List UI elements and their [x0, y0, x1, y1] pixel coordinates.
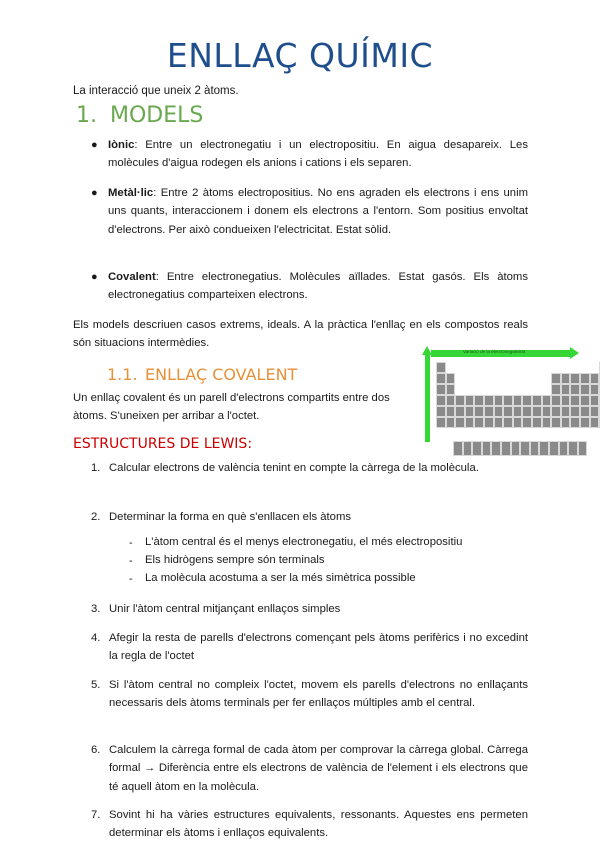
periodic-table-cell [551, 406, 561, 417]
periodic-table-cell [465, 417, 475, 428]
periodic-table-cell [590, 384, 600, 395]
periodic-table-cell [590, 406, 600, 417]
periodic-table-cell [590, 417, 600, 428]
periodic-table-cell [580, 417, 590, 428]
periodic-table-cell [484, 417, 494, 428]
periodic-table-cell [511, 441, 521, 456]
periodic-table-cell [580, 406, 590, 417]
periodic-table-cell [465, 395, 475, 406]
periodic-table-cell [542, 406, 552, 417]
periodic-table-cell [436, 384, 446, 395]
section-heading-models [76, 103, 203, 128]
periodic-table-cell [474, 417, 484, 428]
subsection-number: 1.1. [107, 365, 138, 384]
intro-text: La interacció que uneix 2 àtoms. [73, 85, 239, 97]
step-number: 6. [91, 744, 101, 756]
subsection-title: ENLLAÇ COVALENT [145, 365, 298, 384]
periodic-table-cell [482, 441, 492, 456]
periodic-table-cell [568, 441, 578, 456]
periodic-table-cell [474, 395, 484, 406]
periodic-table-cell [539, 441, 549, 456]
periodic-table-cell [542, 395, 552, 406]
periodic-table-cell [446, 384, 456, 395]
periodic-table-cell [530, 441, 540, 456]
lewis-heading: ESTRUCTURES DE LEWIS: [73, 436, 253, 452]
periodic-table-cell [503, 417, 513, 428]
periodic-table-cell [578, 441, 588, 456]
periodic-table-cell [474, 406, 484, 417]
periodic-table-cell [446, 406, 456, 417]
periodic-table-cell [472, 441, 482, 456]
periodic-table-cell [436, 406, 446, 417]
periodic-table-cell [455, 395, 465, 406]
models-closing-text: Els models descriuen casos extrems, ideals. A la pràctica l'enllaç en els compostos reals són situacions intermèdies. [73, 319, 528, 350]
bullet-ionic [108, 136, 528, 173]
step-2: Determinar la forma en què s'enllacen els àtoms [109, 511, 352, 523]
periodic-table-cell [549, 441, 559, 456]
subsection-heading-covalent [107, 365, 297, 384]
periodic-table-cell [436, 362, 446, 373]
periodic-table-cell [446, 395, 456, 406]
periodic-table-cell [580, 384, 590, 395]
periodic-table-cell [561, 417, 571, 428]
substep-dash: - [129, 555, 133, 567]
periodic-table-cell [513, 417, 523, 428]
bullet-icon: ● [91, 139, 98, 151]
substep-1: L'àtom central és el menys electronegatiu, el més electropositiu [145, 536, 463, 548]
step-4: Afegir la resta de parells d'electrons començant pels àtoms perifèrics i no excedint la regla de l'octet [109, 632, 528, 663]
periodic-table-cell [446, 417, 456, 428]
periodic-table-cell [494, 395, 504, 406]
periodic-table-cell [590, 395, 600, 406]
bullet-term: Iònic [108, 139, 135, 151]
step-number: 2. [91, 511, 101, 523]
periodic-table-cell [436, 417, 446, 428]
step-number: 5. [91, 679, 101, 691]
bullet-covalent [108, 268, 528, 305]
periodic-table-cell [532, 417, 542, 428]
periodic-table-cell [446, 373, 456, 384]
bullet-term: Covalent [108, 271, 156, 283]
substep-dash: - [129, 573, 133, 585]
step-5: Si l'àtom central no compleix l'octet, movem els parells d'electrons no enllaçants necessaris dels àtoms terminals per fer enllaços múltiples amb el central. [109, 679, 528, 710]
step-number: 3. [91, 603, 101, 615]
bullet-icon: ● [91, 271, 98, 283]
periodic-table-cell [522, 395, 532, 406]
bullet-metallic [108, 184, 528, 239]
step-7: Sovint hi ha vàries estructures equivalents, ressonants. Aquestes ens permeten determinar els àtoms i enllaços equivalents. [109, 809, 528, 840]
periodic-table-cell [436, 373, 446, 384]
periodic-table-cell [453, 441, 463, 456]
periodic-table-cell [513, 395, 523, 406]
periodic-table-cell [570, 384, 580, 395]
section-title: MODELS [110, 103, 204, 128]
substep-dash: - [129, 537, 133, 549]
step-number: 4. [91, 632, 101, 644]
periodic-table-cell [503, 406, 513, 417]
periodic-table-cell [484, 406, 494, 417]
periodic-table-cell [522, 417, 532, 428]
page-title: ENLLAÇ QUÍMIC [166, 36, 434, 75]
periodic-table-cell [551, 384, 561, 395]
periodic-table-cell [542, 417, 552, 428]
periodic-table-cell [436, 395, 446, 406]
step-number: 7. [91, 809, 101, 821]
electronegativity-arrow-label: Variació de la electronegativitat [463, 349, 526, 354]
substep-2: Els hidrògens sempre són terminals [145, 554, 325, 566]
periodic-table-cell [532, 395, 542, 406]
periodic-table-cell [455, 417, 465, 428]
substep-3: La molècula acostuma a ser la més simètrica possible [145, 572, 416, 584]
periodic-table-cell [580, 373, 590, 384]
periodic-table-cell [570, 373, 580, 384]
periodic-table-cell [494, 406, 504, 417]
periodic-table-cell [570, 417, 580, 428]
periodic-table-cell [501, 441, 511, 456]
step-1: Calcular electrons de valència tenint en compte la càrrega de la molècula. [109, 462, 479, 474]
periodic-table-cell [551, 395, 561, 406]
periodic-table-cell [463, 441, 473, 456]
periodic-table-cell [465, 406, 475, 417]
periodic-table-cell [494, 417, 504, 428]
periodic-table-cell [561, 406, 571, 417]
periodic-table-cell [532, 406, 542, 417]
periodic-table-cell [513, 406, 523, 417]
step-number: 1. [91, 462, 101, 474]
periodic-table-cell [561, 395, 571, 406]
periodic-table-cell [561, 384, 571, 395]
periodic-table-figure [423, 348, 588, 444]
periodic-table-cell [520, 441, 530, 456]
periodic-table-cell [570, 395, 580, 406]
electronegativity-arrow-vertical [425, 354, 430, 442]
periodic-table-cell [491, 441, 501, 456]
step-3: Unir l'àtom central mitjançant enllaços simples [109, 603, 341, 615]
periodic-table-cell [570, 406, 580, 417]
periodic-table-cell [522, 406, 532, 417]
section-number: 1. [76, 103, 97, 128]
bullet-text: : Entre electronegatius. Molècules aïllades. Estat gasós. Els àtoms electronegatius comparteixen electrons. [108, 271, 528, 302]
periodic-table-cell [503, 395, 513, 406]
periodic-table-cell [580, 395, 590, 406]
bullet-icon: ● [91, 187, 98, 199]
periodic-table-cell [551, 417, 561, 428]
bullet-text: : Entre un electronegatiu i un electropositiu. En aigua desapareix. Les molècules d'aigua rodegen els anions i cations i els separen. [108, 139, 528, 170]
periodic-table-cell [455, 406, 465, 417]
bullet-text: : Entre 2 àtoms electropositius. No ens agraden els electrons i ens unim uns quants, interaccionem i donem els electrons a l'entorn. Som positius envoltat d'electrons. Per això condueixen l'electricitat. Estat sòlid. [108, 187, 528, 236]
bullet-term: Metàl·lic [108, 187, 154, 199]
periodic-table-cell [551, 373, 561, 384]
covalent-definition: Un enllaç covalent és un parell d'electrons compartits entre dos àtoms. S'uneixen per arribar a l'octet. [73, 392, 390, 423]
periodic-table-cell [559, 441, 569, 456]
periodic-table-cell [590, 373, 600, 384]
periodic-table-cell [561, 373, 571, 384]
step-6: Calculem la càrrega formal de cada àtom per comprovar la càrrega global. Càrrega formal → Diferència entre els electrons de valència de l'element i els electrons que té aquell àtom en la molècula. [109, 744, 528, 793]
periodic-table-cell [484, 395, 494, 406]
